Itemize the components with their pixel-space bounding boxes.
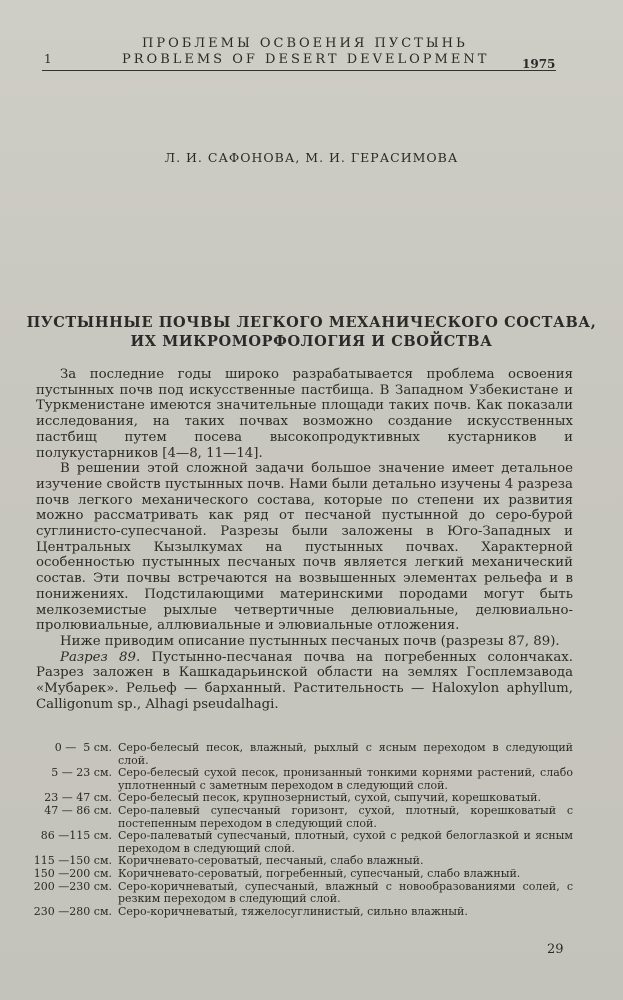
journal-title-en: PROBLEMS OF DESERT DEVELOPMENT bbox=[122, 52, 490, 67]
list-item bbox=[30, 742, 573, 767]
article-title bbox=[0, 313, 623, 351]
paragraph-3: Ниже приводим описание пустынных песчаных почв (разрезы 87, 89). bbox=[60, 633, 560, 649]
horizon-description: Серо-белесый песок, крупнозернистый, сухой, сыпучий, корешковатый. bbox=[118, 791, 542, 805]
section-text: Пустынно-песчаная почва на погребенных солончаках. Разрез заложен в Кашкадарьинской области на землях Госплемзавода «Мубарек». Рельеф — барханный. Растительность — Haloxylon aphyllum, Calligonum sp., Alhagi pseudalhagi. bbox=[36, 649, 573, 712]
article-body bbox=[36, 367, 573, 712]
list-item bbox=[30, 830, 573, 855]
header-rule bbox=[42, 70, 556, 71]
issue-number: 1 bbox=[44, 52, 52, 66]
horizon-depth: 115 —150 см. bbox=[33, 854, 112, 868]
section-label: Разрез 89. bbox=[60, 649, 141, 665]
horizon-list bbox=[30, 742, 573, 918]
page-number: 29 bbox=[547, 942, 564, 957]
list-item bbox=[30, 881, 573, 906]
horizon-description: Серо-белесый сухой песок, пронизанный тонкими корнями растений, слабо уплотненный с заметным переходом в следующий слой. bbox=[118, 766, 573, 792]
horizon-description: Серо-палевый супесчаный горизонт, сухой, плотный, корешковатый с постепенным переходом в следующий слой. bbox=[118, 803, 573, 830]
horizon-depth: 230 —280 см. bbox=[33, 904, 112, 918]
horizon-depth: 0 — 5 см. bbox=[54, 741, 112, 754]
horizon-description: Серо-коричневатый, супесчаный, влажный с новообразованиями солей, с резким переходом в следующий слой. bbox=[118, 879, 573, 906]
list-item bbox=[30, 906, 573, 919]
article-title-line-2: ИХ МИКРОМОРФОЛОГИЯ И СВОЙСТВА bbox=[130, 333, 493, 350]
paragraph-4 bbox=[36, 650, 573, 713]
paragraph-1: За последние годы широко разрабатывается проблема освоения пустынных почв под искусственные пастбища. В Западном Узбекистане и Туркменистане имеются значительные площади таких почв. Как показали исследования, на таких почвах возможно создание искусственных пастбищ путем посева высокопродуктивных кустарников и полукустарников [4—8, 11—14]. bbox=[36, 367, 573, 461]
horizon-depth: 200 —230 см. bbox=[33, 879, 112, 893]
paragraph-2: В решении этой сложной задачи большое значение имеет детальное изучение свойств пустынных почв. Нами были детально изучены 4 разреза почв легкого механического состава, которые по степени их развития можно рассматривать как ряд от песчаной пустынной до серо-бурой суглинисто-супесчаной. Разрезы были заложены в Юго-Западных и Центральных Кызылкумах на пустынных почвах. Характерной особенностью пустынных песчаных почв является легкий механический состав. Эти почвы встречаются на возвышенных элементах рельефа и в понижениях. Подстилающими материнскими породами могут быть мелкоземистые рыхлые четвертичные делювиальные, делювиально-пролювиальные, аллювиальные и элювиальные отложения. bbox=[36, 461, 573, 634]
list-item bbox=[30, 805, 573, 830]
horizon-description: Коричневато-сероватый, погребенный, супесчаный, слабо влажный. bbox=[118, 866, 521, 880]
journal-title-ru: ПРОБЛЕМЫ ОСВОЕНИЯ ПУСТЫНЬ bbox=[142, 36, 468, 51]
horizon-depth: 86 —115 см. bbox=[40, 829, 112, 843]
horizon-description: Серо-белесый песок, влажный, рыхлый с ясным переходом в следующий слой. bbox=[118, 741, 573, 767]
authors: Л. И. САФОНОВА, М. И. ГЕРАСИМОВА bbox=[164, 150, 459, 165]
article-title-line-1: ПУСТЫННЫЕ ПОЧВЫ ЛЕГКОГО МЕХАНИЧЕСКОГО СОСТАВА, bbox=[26, 314, 597, 331]
list-item bbox=[30, 868, 573, 881]
horizon-depth: 150 —200 см. bbox=[33, 866, 112, 880]
horizon-depth: 47 — 86 см. bbox=[44, 803, 112, 817]
horizon-description: Серо-палеватый супесчаный, плотный, сухой с редкой белоглазкой и ясным переходом в следующий слой. bbox=[118, 829, 573, 855]
horizon-description: Коричневато-сероватый, песчаный, слабо влажный. bbox=[118, 854, 424, 868]
horizon-depth: 23 — 47 см. bbox=[44, 791, 112, 805]
list-item bbox=[30, 767, 573, 792]
horizon-depth: 5 — 23 см. bbox=[51, 766, 112, 780]
horizon-description: Серо-коричневатый, тяжелосуглинистый, сильно влажный. bbox=[118, 904, 468, 918]
issue-year: 1975 bbox=[522, 57, 556, 71]
